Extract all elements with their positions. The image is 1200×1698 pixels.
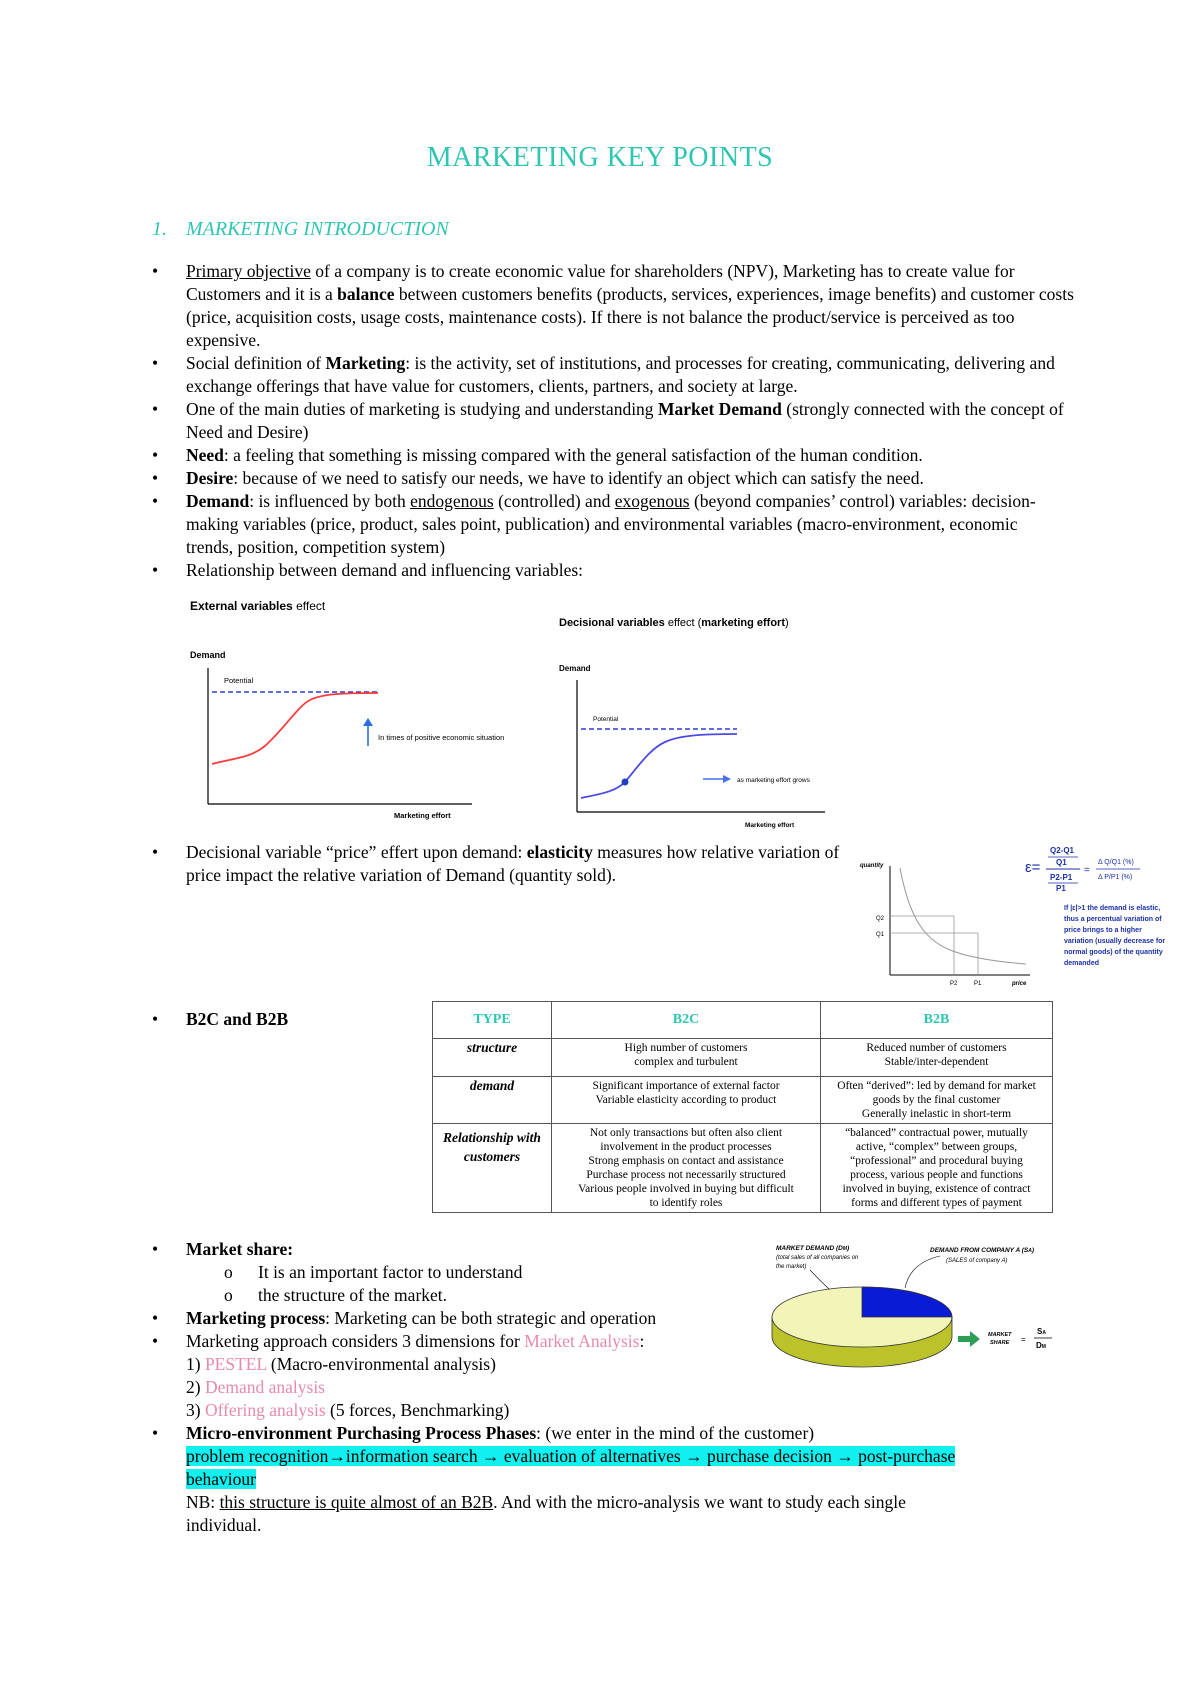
nb-note-end: individual.: [186, 1515, 262, 1535]
page-title: MARKETING KEY POINTS: [426, 142, 774, 173]
bullet-marketing-process: Marketing process: Marketing can be both strategic and operation: [186, 1308, 657, 1328]
el-den-bot: P1: [1056, 884, 1066, 893]
table-header: TYPE: [433, 1002, 552, 1039]
elasticity-figure: [850, 840, 1190, 992]
table-header-row: [433, 1002, 1053, 1039]
ext-demand-curve: [212, 693, 378, 764]
dec-title-d: ): [785, 617, 789, 629]
bullet-glyph: •: [152, 491, 159, 511]
ext-title-a: External variables: [190, 599, 293, 613]
ext-up-arrow-head: [363, 718, 373, 726]
el-p1: P1: [974, 981, 982, 987]
share-frac-bot: D: [1036, 1341, 1042, 1350]
share-eq: =: [1021, 1335, 1026, 1344]
svg-text:Decisional variables effect (m: [559, 617, 789, 629]
el-q1: Q1: [876, 932, 885, 938]
share-frac-top-sub: A: [1042, 1330, 1046, 1336]
bullet-glyph: •: [152, 1308, 159, 1328]
share-left-a: MARKET DEMAND (D: [776, 1245, 843, 1252]
el-note-line: price brings to a higher: [1064, 927, 1142, 934]
approach-item-offering: 3) Offering analysis (5 forces, Benchmarking): [186, 1400, 510, 1420]
share-left-sub: M: [842, 1246, 847, 1252]
bullet-glyph: •: [152, 399, 159, 419]
market-share-sub-2: the structure of the market.: [258, 1285, 448, 1305]
row-label: Relationship with customers: [433, 1124, 552, 1213]
share-arrow: [958, 1331, 980, 1347]
el-den-top: P2-P1: [1050, 873, 1073, 882]
bullet-glyph: •: [152, 1009, 159, 1029]
share-right-c: ): [1031, 1247, 1035, 1254]
el-note-line: demanded: [1064, 960, 1100, 967]
bullet-glyph: •: [152, 261, 159, 281]
section-title: MARKETING INTRODUCTION: [186, 218, 449, 240]
approach-item-demand: 2) Demand analysis: [186, 1377, 325, 1397]
bullet-social-definition: Social definition of Marketing: is the activity, set of institutions, and processes for creating, communicating, delivering and exchange offerings that have value for customers, clients, partners, and society at large.: [186, 353, 1055, 396]
bullet-market-demand: One of the main duties of marketing is studying and understanding Market Demand (strongly connected with the concept of Need and Desire): [186, 399, 1064, 442]
b2c-b2b-table: [432, 1001, 1053, 1213]
dec-potential-label: Potential: [593, 716, 619, 723]
ext-note: In times of positive economic situation: [378, 733, 505, 742]
bullet-relationship: Relationship between demand and influencing variables:: [186, 560, 584, 580]
external-variables-figure: [180, 596, 560, 826]
dec-curve-point: [622, 779, 629, 786]
market-share-sub-1: It is an important factor to understand: [258, 1262, 523, 1282]
share-left-line3: the market): [776, 1264, 807, 1270]
approach-item-pestel: 1) PESTEL (Macro-environmental analysis): [186, 1354, 496, 1374]
section-number: 1.: [152, 218, 167, 240]
decisional-variables-figure: [555, 614, 855, 834]
el-q2: Q2: [876, 916, 885, 922]
svg-text:DEMAND FROM COMPANY A (SA): [930, 1247, 1034, 1254]
pie-slice-company-a: [862, 1287, 952, 1317]
el-eq: =: [1084, 865, 1090, 876]
table-header: B2C: [552, 1002, 821, 1039]
table-cell: Not only transactions but often also client involvement in the product processes Strong emphasis on contact and assistance Purchase process not necessarily structured Various people involved in buying but difficult to identify roles: [552, 1124, 821, 1213]
section-heading: [152, 218, 449, 241]
table-cell: “balanced” contractual power, mutually active, “complex” between groups, “professional” and procedural buying process, various people and functions involved in buying, existence of contract forms and different types of payment: [821, 1124, 1053, 1213]
bullet-glyph: •: [152, 560, 159, 580]
share-left-line2: (total sales of all companies on: [776, 1255, 859, 1261]
bullet-b2c-b2b: B2C and B2B: [186, 1009, 289, 1029]
dec-title-a: Decisional variables: [559, 617, 665, 629]
el-note-line: If |ε|>1 the demand is elastic,: [1064, 905, 1161, 912]
table-cell: Significant importance of external factor Variable elasticity according to product: [552, 1077, 821, 1124]
share-label-1: MARKET: [988, 1332, 1012, 1338]
purchasing-phases-sequence: problem recognition→information search → evaluation of alternatives → purchase decision → post-purchase: [186, 1446, 956, 1466]
svg-text:DM: [1036, 1341, 1046, 1350]
row-label: demand: [433, 1077, 552, 1124]
bullet-demand: Demand: is influenced by both endogenous (controlled) and exogenous (beyond companies’ control) variables: decision-making variables (price, product, sales point, publication) and environmental variables (macro-environment, economic trends, position, competition system): [186, 491, 1036, 557]
el-xlabel: price: [1012, 981, 1027, 987]
nb-note: NB: this structure is quite almost of an B2B. And with the micro-analysis we want to study each single: [186, 1492, 906, 1512]
el-note-line: thus a percentual variation of: [1064, 916, 1162, 923]
dec-right-arrow-head: [723, 775, 731, 783]
bullet-primary-objective: Primary objective of a company is to create economic value for shareholders (NPV), Marketing has to create value for Customers and it is a balance between customers benefits (products, services, experiences, image benefits) and customer costs (price, acquisition costs, usage costs, maintenance costs). If there is not balance the product/service is perceived as too expensive.: [186, 261, 1074, 350]
dec-ylabel: Demand: [559, 664, 591, 673]
table-header: B2B: [821, 1002, 1053, 1039]
el-r-top: Δ Q/Q1 (%): [1098, 859, 1134, 866]
market-share-figure: [770, 1238, 1070, 1374]
share-right-line2: (SALES of company A): [946, 1258, 1008, 1264]
share-right-sub: A: [1028, 1248, 1032, 1254]
row-label: structure: [433, 1039, 552, 1077]
bullet-glyph: •: [152, 1423, 159, 1443]
dec-xlabel: Marketing effort: [745, 822, 795, 829]
dec-note: as marketing effort grows: [737, 777, 810, 784]
el-num-bot: Q1: [1056, 858, 1067, 867]
svg-text:SA: [1037, 1327, 1046, 1336]
el-ylabel: quantity: [860, 863, 884, 869]
share-frac-bot-sub: M: [1041, 1344, 1046, 1350]
svg-text:MARKET DEMAND (DM): [776, 1245, 849, 1252]
bullet-glyph: •: [152, 353, 159, 373]
bullet-market-share: Market share:: [186, 1239, 294, 1259]
bullet-purchasing-phases: Micro-environment Purchasing Process Phases: (we enter in the mind of the customer): [186, 1423, 815, 1443]
sub-bullet-glyph: o: [224, 1285, 233, 1305]
el-note-line: variation (usually decrease for: [1064, 938, 1166, 945]
table-cell: High number of customers complex and turbulent: [552, 1039, 821, 1077]
bullet-glyph: •: [152, 1239, 159, 1259]
dec-demand-curve: [581, 734, 737, 798]
table-cell: Reduced number of customers Stable/inter-dependent: [821, 1039, 1053, 1077]
share-right-leader: [905, 1256, 940, 1288]
el-epsilon: ε=: [1025, 859, 1041, 876]
ext-xlabel: Marketing effort: [394, 811, 451, 820]
bullet-desire: Desire: because of we need to satisfy our needs, we have to identify an object which can satisfy the need.: [186, 468, 924, 488]
ext-ylabel: Demand: [190, 650, 226, 660]
table-row: [433, 1039, 1053, 1077]
share-label-2: SHARE: [990, 1340, 1010, 1346]
dec-title-b: effect (: [664, 617, 702, 629]
bullet-marketing-approach: Marketing approach considers 3 dimensions for Market Analysis:: [186, 1331, 645, 1351]
bullet-glyph: •: [152, 1331, 159, 1351]
sub-bullet-glyph: o: [224, 1262, 233, 1282]
share-frac-top: S: [1037, 1327, 1043, 1336]
table-row: [433, 1077, 1053, 1124]
bullet-need: Need: a feeling that something is missing compared with the general satisfaction of the human condition.: [186, 445, 923, 465]
el-r-bot: Δ P/P1 (%): [1098, 874, 1133, 881]
el-num-top: Q2-Q1: [1050, 846, 1075, 855]
dec-title-c: marketing effort: [701, 617, 786, 629]
svg-text:External variables effect: [190, 599, 326, 613]
share-left-c: ): [846, 1245, 850, 1252]
bullet-glyph: •: [152, 468, 159, 488]
bullet-elasticity: Decisional variable “price” effert upon demand: elasticity measures how relative variation of price impact the relative variation of Demand (quantity sold).: [186, 842, 840, 885]
el-note-line: normal goods) of the quantity: [1064, 949, 1163, 956]
el-p2: P2: [950, 981, 958, 987]
ext-title-b: effect: [292, 599, 326, 613]
table-cell: Often “derived”: led by demand for market goods by the final customer Generally inelastic in short-term: [821, 1077, 1053, 1124]
bullet-glyph: •: [152, 445, 159, 465]
purchasing-phases-sequence-end: behaviour: [186, 1469, 256, 1489]
table-row: [433, 1124, 1053, 1213]
bullet-glyph: •: [152, 842, 159, 862]
share-right-a: DEMAND FROM COMPANY A (S: [930, 1247, 1029, 1254]
ext-potential-label: Potential: [224, 676, 254, 685]
